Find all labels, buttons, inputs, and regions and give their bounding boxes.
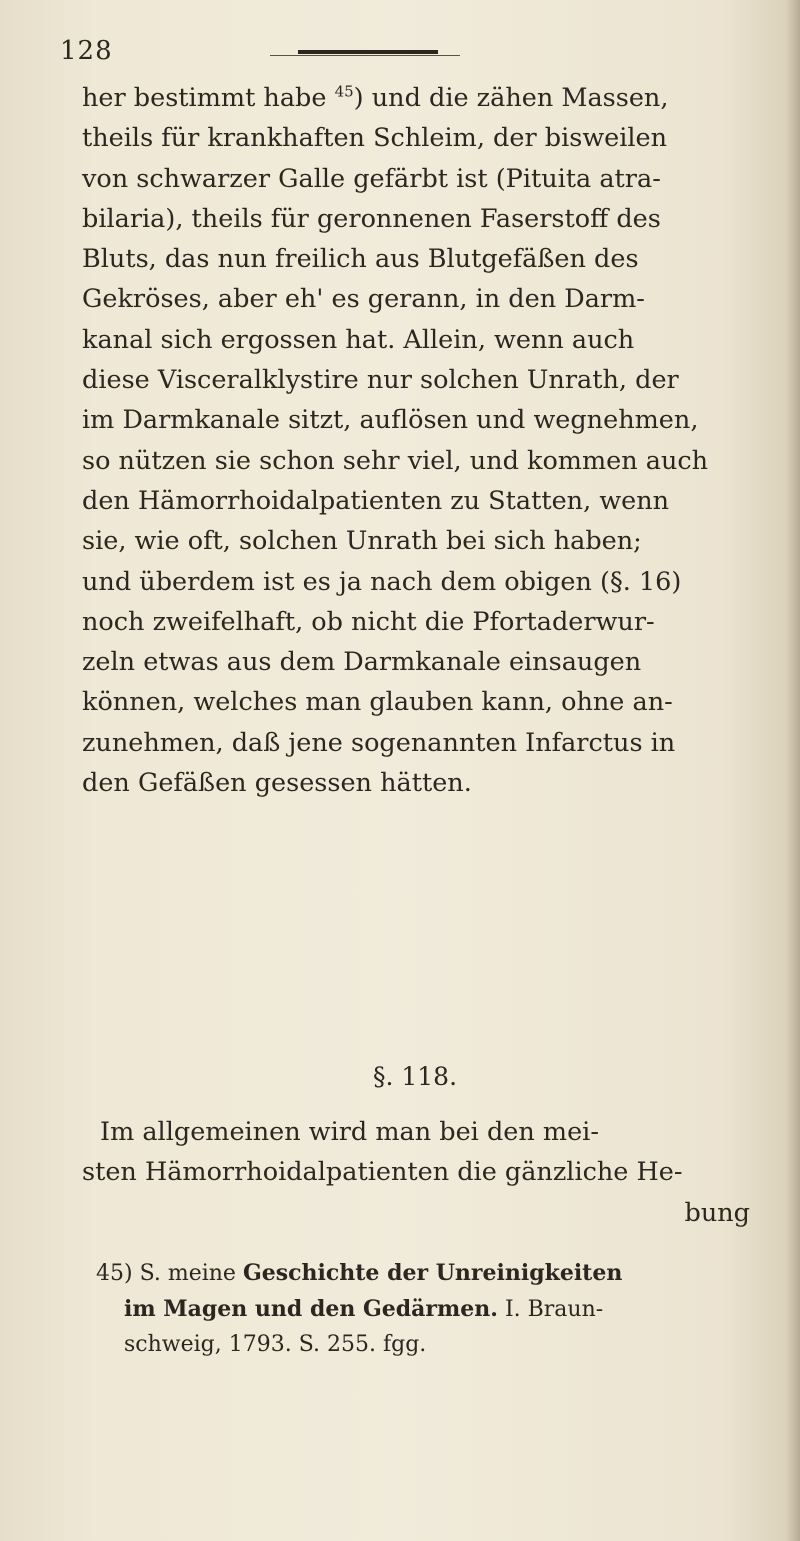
text-line: theils für krankhaften Schleim, der bisweilen	[82, 123, 668, 154]
text-line: Bluts, das nun freilich aus Blutgefäßen des	[82, 244, 639, 275]
footnote-line: im Magen und den Gedärmen. I. Braun-	[124, 1296, 604, 1322]
footnote	[60, 1255, 780, 1363]
page-number: 128	[60, 36, 113, 66]
text-line: von schwarzer Galle gefärbt ist (Pituita atra-	[82, 163, 661, 194]
text-line: sie, wie oft, solchen Unrath bei sich haben;	[82, 526, 642, 557]
text-line: den Gefäßen gesessen hätten.	[82, 768, 472, 799]
text-line: Im allgemeinen wird man bei den mei-	[100, 1117, 599, 1147]
footnote-title: im Magen und den Gedärmen.	[124, 1296, 498, 1322]
text-line: können, welches man glauben kann, ohne an-	[82, 687, 673, 718]
text-line: und überdem ist es ja nach dem obigen (§. 16)	[82, 566, 682, 597]
header-rule-thin	[270, 55, 460, 56]
text-line: diese Visceralklystire nur solchen Unrath, der	[82, 365, 679, 396]
text-line: kanal sich ergossen hat. Allein, wenn auch	[82, 324, 635, 355]
footnote-line: schweig, 1793. S. 255. fgg.	[124, 1332, 427, 1357]
paragraph-2	[60, 1112, 770, 1233]
text-line: so nützen sie schon sehr viel, und kommen auch	[82, 445, 709, 476]
section-heading: §. 118.	[372, 1062, 458, 1091]
paragraph-1	[60, 78, 775, 803]
text-line: bilaria), theils für geronnenen Faserstoff des	[82, 203, 661, 234]
header-rule	[298, 50, 438, 54]
text-line: im Darmkanale sitzt, auflösen und wegnehmen,	[82, 405, 699, 436]
text-line: zunehmen, daß jene sogenannten Infarctus in	[82, 727, 676, 758]
footnote-line: 45) S. meine Geschichte der Unreinigkeiten	[96, 1260, 623, 1286]
footnote-marker: 45	[334, 82, 354, 101]
page-edge-shadow	[786, 0, 800, 1541]
text-line: zeln etwas aus dem Darmkanale einsaugen	[82, 647, 642, 678]
text-line: her bestimmt habe $^{45}$) und die zähen Massen,	[82, 82, 669, 113]
text-line: noch zweifelhaft, ob nicht die Pfortaderwur-	[82, 606, 655, 637]
text-line: Gekröses, aber eh' es gerann, in den Darm-	[82, 284, 645, 315]
catchword: bung	[684, 1197, 750, 1228]
text-line: sten Hämorrhoidalpatienten die gänzliche He-	[82, 1157, 683, 1188]
footnote-title: Geschichte der Unreinigkeiten	[242, 1260, 623, 1286]
text-line: den Hämorrhoidalpatienten zu Statten, wenn	[82, 485, 670, 516]
